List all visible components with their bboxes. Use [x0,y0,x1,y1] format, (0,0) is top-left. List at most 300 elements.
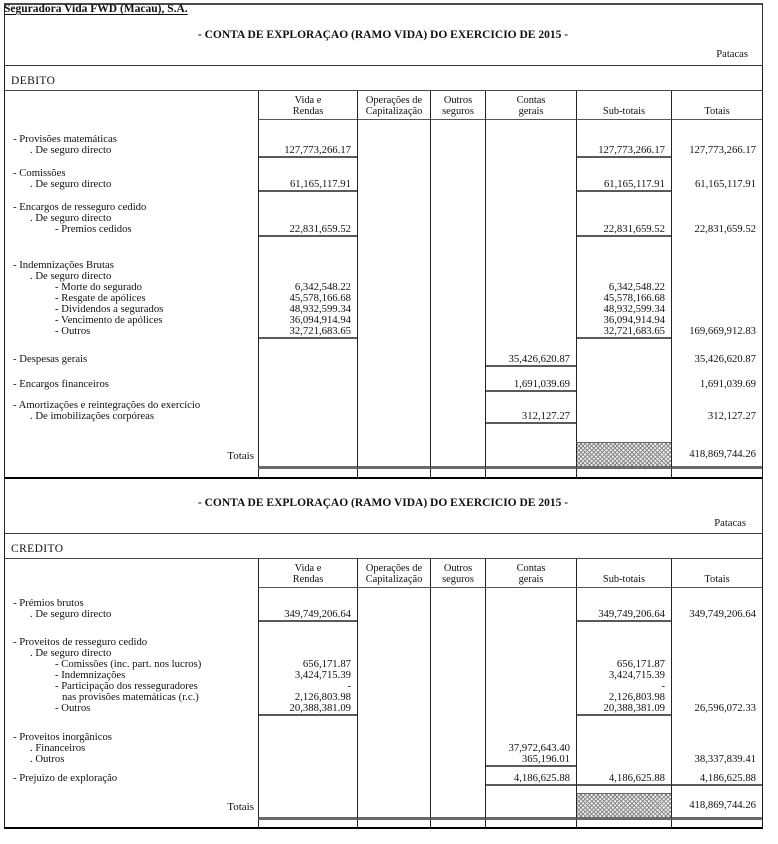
cell-outros [430,648,485,659]
totals-empty-cell [258,442,357,469]
credit-table-body [5,588,762,793]
debit-section-band [5,66,762,91]
spacer-row [5,365,762,379]
cell-oper [357,637,430,648]
cell-oper [357,692,430,703]
cell-contas [485,120,576,134]
cell-sub [576,202,671,213]
row-label: . Financeiros [30,742,86,754]
cell-vida: 45,578,166.68 [258,293,357,304]
cell-contas: 35,426,620.87 [485,354,576,367]
cell-contas [485,235,576,260]
cell-oper [357,743,430,754]
cell-sub [576,588,671,598]
cell-contas [485,681,576,692]
cell-vida [258,120,357,134]
cell-outros [430,315,485,326]
table-row [5,260,762,271]
cell-sub: 36,094,914.94 [576,315,671,326]
cell-contas [485,588,576,598]
cell-vida: 656,171.87 [258,659,357,670]
cell-contas: 365,196.01 [485,754,576,767]
column-header-contas-gerais [485,559,576,588]
grand-total-value: 418,869,744.26 [671,442,762,469]
cell-outros [430,120,485,134]
credit-column-headers [5,559,762,588]
cell-sub: 61,165,117.91 [576,179,671,192]
table-row [5,754,762,765]
table-row [5,743,762,754]
cell-sub [576,743,671,754]
cell-tot [671,620,762,637]
cell-outros [430,598,485,609]
statement-title-debit: - CONTA DE EXPLORAÇAO (RAMO VIDA) DO EXERCICIO DE 2015 - [197,29,569,41]
totals-empty-cell [357,442,430,469]
cell-tot [671,422,762,442]
cell-outros [430,190,485,202]
credit-table-tail [5,820,762,828]
header-line: Totais [704,106,730,117]
cell-vida [258,588,357,598]
cell-sub: 4,186,625.88 [576,773,671,786]
cell-contas [485,156,576,168]
header-line: Vida e [294,563,322,574]
credit-table [4,533,763,829]
cell-tot: 26,596,072.33 [671,703,762,716]
table-row [5,773,762,784]
currency-label: Patacas [714,518,746,529]
cell-tot [671,390,762,400]
cell-sub [576,156,671,168]
totals-empty-cell [258,793,357,820]
cell-vida: 61,165,117.91 [258,179,357,192]
cell-outros [430,168,485,179]
column-header-operacoes-capitalizacao [357,559,430,588]
cell-vida: 2,126,803.98 [258,692,357,703]
header-line: Vida e [294,95,322,106]
cell-vida [258,620,357,637]
column-header-contas-gerais [485,91,576,120]
cell-outros [430,260,485,271]
cell-contas [485,260,576,271]
cell-contas [485,190,576,202]
cell-sub: 2,126,803.98 [576,692,671,703]
cell-sub [576,120,671,134]
cell-oper [357,681,430,692]
cell-outros [430,659,485,670]
cell-vida [258,714,357,732]
cell-oper [357,620,430,637]
cell-outros [430,365,485,379]
header-line: Totais [704,574,730,585]
cell-tot [671,282,762,293]
cell-contas [485,282,576,293]
cell-vida [258,190,357,202]
cell-tot: 61,165,117.91 [671,179,762,192]
cell-tot [671,637,762,648]
column-header-vida-e-rendas [258,91,357,120]
row-label: - Indemnizações Brutas [13,259,114,271]
row-label [5,365,258,379]
cell-oper [357,168,430,179]
cell-tot [671,588,762,598]
row-label: - Dividendos a segurados [55,303,164,315]
row-label: . De seguro directo [30,647,112,659]
cell-contas [485,620,576,637]
cell-sub [576,337,671,354]
header-line: Operações de [365,563,423,574]
credit-section-band [5,534,762,559]
row-label-header [5,91,258,120]
cell-oper [357,390,430,400]
cell-outros [430,134,485,145]
cell-tot [671,659,762,670]
cell-tot [671,670,762,681]
cell-vida: 349,749,206.64 [258,609,357,622]
row-label: - Outros [55,702,91,714]
cell-contas: 37,972,643.40 [485,743,576,754]
cell-outros [430,714,485,732]
cell-oper [357,598,430,609]
cell-oper [357,293,430,304]
grand-total-value: 418,869,744.26 [671,793,762,820]
table-row [5,224,762,235]
cell-tot [671,235,762,260]
cell-oper [357,235,430,260]
spacer-row [5,620,762,637]
cell-tot [671,337,762,354]
cell-sub [576,260,671,271]
cell-tot: 127,773,266.17 [671,145,762,158]
spacer-row [5,156,762,168]
cell-oper [357,271,430,282]
cell-sub [576,422,671,442]
cell-outros [430,765,485,773]
column-header-sub-totais [576,559,671,588]
cell-oper [357,732,430,743]
section-label-debit: DEBITO [11,75,56,87]
totals-empty-cell [357,793,430,820]
credit-totals-row [5,793,762,820]
debit-table-tail [5,469,762,478]
cell-oper [357,134,430,145]
debit-column-headers [5,91,762,120]
row-label: - Prejuizo de exploração [13,772,118,784]
cell-vida [258,260,357,271]
cell-oper [357,337,430,354]
cell-contas [485,315,576,326]
spacer-row [5,235,762,260]
cell-vida [258,784,357,793]
cell-tot [671,681,762,692]
header-line: Capitalização [365,574,423,585]
cell-sub: 127,773,266.17 [576,145,671,158]
cell-contas [485,598,576,609]
cell-outros [430,235,485,260]
row-label-header [5,559,258,588]
column-header-sub-totais [576,91,671,120]
cell-outros [430,681,485,692]
cell-outros [430,588,485,598]
cell-sub: 656,171.87 [576,659,671,670]
totals-label: Totais [227,800,254,813]
cell-outros [430,637,485,648]
row-label: - Encargos de resseguro cedido [13,201,147,213]
table-row [5,202,762,213]
cell-oper [357,260,430,271]
row-label [5,120,258,134]
cell-tot: 349,749,206.64 [671,609,762,622]
cell-vida: 6,342,548.22 [258,282,357,293]
cell-contas [485,670,576,681]
row-label [5,714,258,732]
cell-vida: - [258,681,357,692]
row-label: - Prémios brutos [13,597,84,609]
cell-tot: 1,691,039.69 [671,379,762,392]
cell-sub [576,365,671,379]
cell-sub: 20,388,381.09 [576,703,671,716]
cell-vida [258,732,357,743]
cell-vida [258,422,357,442]
row-label: - Resgate de apólices [55,292,146,304]
cell-contas [485,337,576,354]
cell-vida [258,202,357,213]
cell-oper [357,765,430,773]
cell-vida: 22,831,659.52 [258,224,357,237]
row-label: . De seguro directo [30,270,112,282]
cell-oper [357,190,430,202]
totals-empty-cell [430,793,485,820]
column-header-totais [671,559,762,588]
totals-empty-cell [485,442,576,469]
cell-sub: 22,831,659.52 [576,224,671,237]
row-label: . Outros [30,753,65,765]
totals-empty-cell [485,793,576,820]
table-row [5,637,762,648]
section-label-credit: CREDITO [11,543,64,555]
header-line: Outros [443,95,473,106]
cell-outros [430,670,485,681]
spacer-row [5,588,762,598]
header-line: Contas [516,95,546,106]
table-row [5,379,762,390]
cell-sub: 45,578,166.68 [576,293,671,304]
spacer-row [5,120,762,134]
cell-tot: 22,831,659.52 [671,224,762,237]
row-label: - Provisões matemáticas [13,133,117,145]
cell-oper [357,422,430,442]
cell-tot [671,304,762,315]
row-label: . De imobilizações corpóreas [30,410,155,422]
cell-tot: 169,669,912.83 [671,326,762,339]
debit-totals-row [5,442,762,469]
row-label: - Amortizações e reintegrações do exercício [13,399,201,411]
cell-tot: 4,186,625.88 [671,773,762,786]
cell-oper [357,365,430,379]
cell-oper [357,304,430,315]
cell-sub: - [576,681,671,692]
header-line: gerais [518,106,544,117]
table-row [5,732,762,743]
currency-label: Patacas [716,49,748,60]
cell-contas [485,168,576,179]
cell-sub [576,732,671,743]
cell-sub [576,637,671,648]
cell-contas [485,202,576,213]
cell-outros [430,202,485,213]
cell-contas [485,714,576,732]
column-header-outros-seguros [430,559,485,588]
column-header-operacoes-capitalizacao [357,91,430,120]
cell-sub: 32,721,683.65 [576,326,671,339]
cell-sub [576,235,671,260]
cell-vida [258,743,357,754]
cell-vida [258,235,357,260]
cell-vida [258,765,357,773]
cell-sub [576,390,671,400]
cell-vida [258,400,357,411]
cell-tot: 38,337,839.41 [671,754,762,767]
cell-vida [258,337,357,354]
cell-sub [576,190,671,202]
cell-contas [485,390,576,400]
cell-tot [671,120,762,134]
cell-vida: 3,424,715.39 [258,670,357,681]
table-row [5,145,762,156]
cell-vida: 127,773,266.17 [258,145,357,158]
cell-vida: 36,094,914.94 [258,315,357,326]
row-label: - Encargos financeiros [13,378,109,390]
row-label [5,422,258,442]
row-label: - Morte do segurado [55,281,142,293]
statement-title-credit: - CONTA DE EXPLORAÇAO (RAMO VIDA) DO EXERCICIO DE 2015 - [197,497,569,509]
cell-outros [430,271,485,282]
row-label [5,337,258,354]
cell-tot [671,365,762,379]
cell-outros [430,282,485,293]
cell-outros [430,304,485,315]
row-label: - Vencimento de apólices [55,314,163,326]
table-row [5,411,762,422]
cell-tot: 35,426,620.87 [671,354,762,367]
cell-outros [430,293,485,304]
cell-vida [258,156,357,168]
cell-contas [485,422,576,442]
spacer-row [5,422,762,442]
cell-sub: 3,424,715.39 [576,670,671,681]
cell-sub [576,714,671,732]
row-label [5,235,258,260]
row-label [5,784,258,793]
row-label: - Proveitos de resseguro cedido [13,636,148,648]
table-row [5,326,762,337]
cell-outros [430,156,485,168]
row-label: . De seguro directo [30,212,112,224]
cell-contas [485,637,576,648]
cell-outros [430,692,485,703]
cell-vida [258,365,357,379]
row-label: . De seguro directo [30,608,112,620]
cell-contas [485,304,576,315]
cell-oper [357,670,430,681]
cell-sub [576,400,671,411]
cell-outros [430,337,485,354]
company-name: Seguradora Vida FWD (Macau), S.A. [4,3,188,15]
column-header-vida-e-rendas [258,559,357,588]
cell-tot: 312,127.27 [671,411,762,424]
debit-table-body [5,120,762,442]
header-line: Contas [516,563,546,574]
cell-oper [357,400,430,411]
row-label: - Comissões (inc. part. nos lucros) [55,658,202,670]
cell-sub: 6,342,548.22 [576,282,671,293]
cell-contas [485,692,576,703]
cell-oper [357,282,430,293]
cell-vida: 20,388,381.09 [258,703,357,716]
cell-oper [357,588,430,598]
cell-sub [576,784,671,793]
cell-contas: 1,691,039.69 [485,379,576,392]
cell-contas [485,134,576,145]
cell-contas: 4,186,625.88 [485,773,576,786]
cell-tot [671,202,762,213]
cell-outros [430,390,485,400]
row-label: - Despesas gerais [13,353,88,365]
cell-oper [357,213,430,224]
row-label: - Proveitos inorgânicos [13,731,112,743]
header-line: gerais [518,574,544,585]
cell-outros [430,732,485,743]
cell-contas [485,213,576,224]
cell-oper [357,714,430,732]
header-line: Operações de [365,95,423,106]
cell-tot [671,156,762,168]
cell-outros [430,784,485,793]
cell-sub [576,620,671,637]
cell-vida: 48,932,599.34 [258,304,357,315]
cell-outros [430,743,485,754]
cell-tot [671,260,762,271]
cell-outros [430,400,485,411]
cell-oper [357,202,430,213]
table-row [5,703,762,714]
row-label: - Indemnizações [55,669,126,681]
spacer-row [5,337,762,354]
cell-tot [671,271,762,282]
cell-oper [357,156,430,168]
cell-outros [430,620,485,637]
header-line: seguros [442,106,474,117]
header-line: seguros [442,574,474,585]
spacer-row [5,714,762,732]
cell-outros [430,422,485,442]
cell-contas [485,648,576,659]
row-label: . De seguro directo [30,178,112,190]
header-line: Sub-totais [602,574,646,585]
spacer-row [5,784,762,793]
row-label: - Comissões [13,167,66,179]
column-header-outros-seguros [430,91,485,120]
cell-tot [671,648,762,659]
row-label: - Participação dos resseguradores [55,680,198,692]
cell-tot [671,784,762,793]
table-row [5,354,762,365]
cell-tot [671,190,762,202]
totals-label: Totais [227,449,254,462]
debit-table [4,65,763,479]
cell-contas [485,784,576,793]
row-label [5,620,258,637]
